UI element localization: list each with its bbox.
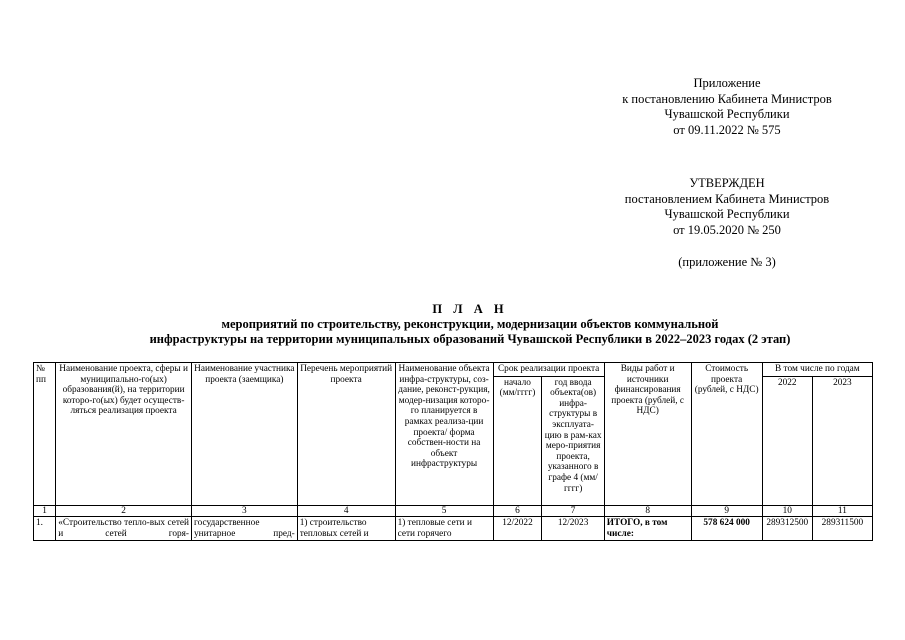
row-cost xyxy=(691,517,762,541)
plan-title xyxy=(60,302,880,347)
approved-label: УТВЕРЖДЕН xyxy=(689,176,765,190)
row-year-2022 xyxy=(762,517,812,541)
row-participant-text: государственное унитарное пред- xyxy=(194,518,295,539)
appendix-block xyxy=(572,76,882,138)
table-row xyxy=(34,517,873,541)
row-start-text: 12/2022 xyxy=(502,518,533,529)
header-cost: Стоимость проекта (рублей, с НДС) xyxy=(691,363,762,506)
row-commissioning-text: 12/2023 xyxy=(557,518,589,529)
column-number: 5 xyxy=(395,505,493,517)
header-participant: Наименование участника проекта (заемщика) xyxy=(192,363,298,506)
appendix-label: Приложение xyxy=(693,76,761,90)
row-cost-text: 578 624 000 xyxy=(703,518,750,529)
row-year-2023-text: 289311500 xyxy=(821,518,864,529)
header-start: начало (мм/гггг) xyxy=(493,376,542,505)
column-number: 6 xyxy=(493,505,542,517)
column-number: 7 xyxy=(542,505,604,517)
appendix-resolution: к постановлению Кабинета Министров xyxy=(622,91,832,106)
approved-block xyxy=(572,176,882,238)
plan-table xyxy=(33,362,873,541)
column-numbers-row xyxy=(34,505,873,517)
row-measures xyxy=(297,517,395,541)
plan-title-word: П Л А Н xyxy=(432,302,508,316)
row-project-name xyxy=(56,517,192,541)
approved-date-number: от 19.05.2020 № 250 xyxy=(673,222,781,237)
plan-title-line1: мероприятий по строительству, реконструкции, модернизации объектов коммунальной xyxy=(221,317,719,331)
header-project-name: Наименование проекта, сферы и муниципально-го(ых) образования(й), на территории которо-го(ых) будет осуществ-ляться реализация проекта xyxy=(56,363,192,506)
row-start xyxy=(493,517,542,541)
plan-title-line2: инфраструктуры на территории муниципальных образований Чувашской Республики в 2022–2023 годах (2 этап) xyxy=(149,332,791,346)
column-number: 9 xyxy=(691,505,762,517)
column-number: 1 xyxy=(34,505,56,517)
header-commissioning: год ввода объекта(ов) инфра-структуры в эксплуата-цию в рам-ках меро-приятия проекта, указанного в графе 4 (мм/гггг) xyxy=(542,376,604,505)
column-number: 4 xyxy=(297,505,395,517)
header-row-1 xyxy=(34,363,873,377)
column-number: 2 xyxy=(56,505,192,517)
column-number: 8 xyxy=(604,505,691,517)
column-number: 11 xyxy=(812,505,872,517)
row-number-text: 1. xyxy=(36,518,43,529)
header-by-years: В том числе по годам xyxy=(762,363,872,377)
approved-resolution: постановлением Кабинета Министров xyxy=(624,191,830,206)
header-measures: Перечень мероприятий проекта xyxy=(297,363,395,506)
row-measures-text: 1) строительство тепловых сетей и xyxy=(299,518,369,539)
header-year-2022: 2022 xyxy=(762,376,812,505)
row-participant xyxy=(192,517,298,541)
header-object: Наименование объекта инфра-структуры, соз-дание, реконст-рукция, модер-низация которо-го планируется в рамках реализа-ции проекта/ форма собствен-ности на объект инфраструктуры xyxy=(395,363,493,506)
row-object-text: 1) тепловые сети и сети горячего xyxy=(397,518,472,539)
column-number: 10 xyxy=(762,505,812,517)
approved-republic: Чувашской Республики xyxy=(664,207,790,221)
annex-note: (приложение № 3) xyxy=(678,255,776,269)
row-total-label-text: ИТОГО, в том числе: xyxy=(606,518,668,539)
column-number: 3 xyxy=(192,505,298,517)
header-year-2023: 2023 xyxy=(812,376,872,505)
row-object xyxy=(395,517,493,541)
row-year-2022-text: 289312500 xyxy=(766,518,809,529)
appendix-republic: Чувашской Республики xyxy=(664,107,790,121)
header-work-types: Виды работ и источники финансирования проекта (рублей, с НДС) xyxy=(604,363,691,506)
row-commissioning xyxy=(542,517,604,541)
header-period: Срок реализации проекта xyxy=(493,363,604,377)
row-total-label xyxy=(604,517,691,541)
row-number xyxy=(34,517,56,541)
row-year-2023 xyxy=(812,517,872,541)
header-number: № пп xyxy=(34,363,56,506)
appendix-date-number: от 09.11.2022 № 575 xyxy=(673,122,781,137)
row-project-name-text: «Строительство тепло-вых сетей и сетей горя- xyxy=(58,518,189,539)
